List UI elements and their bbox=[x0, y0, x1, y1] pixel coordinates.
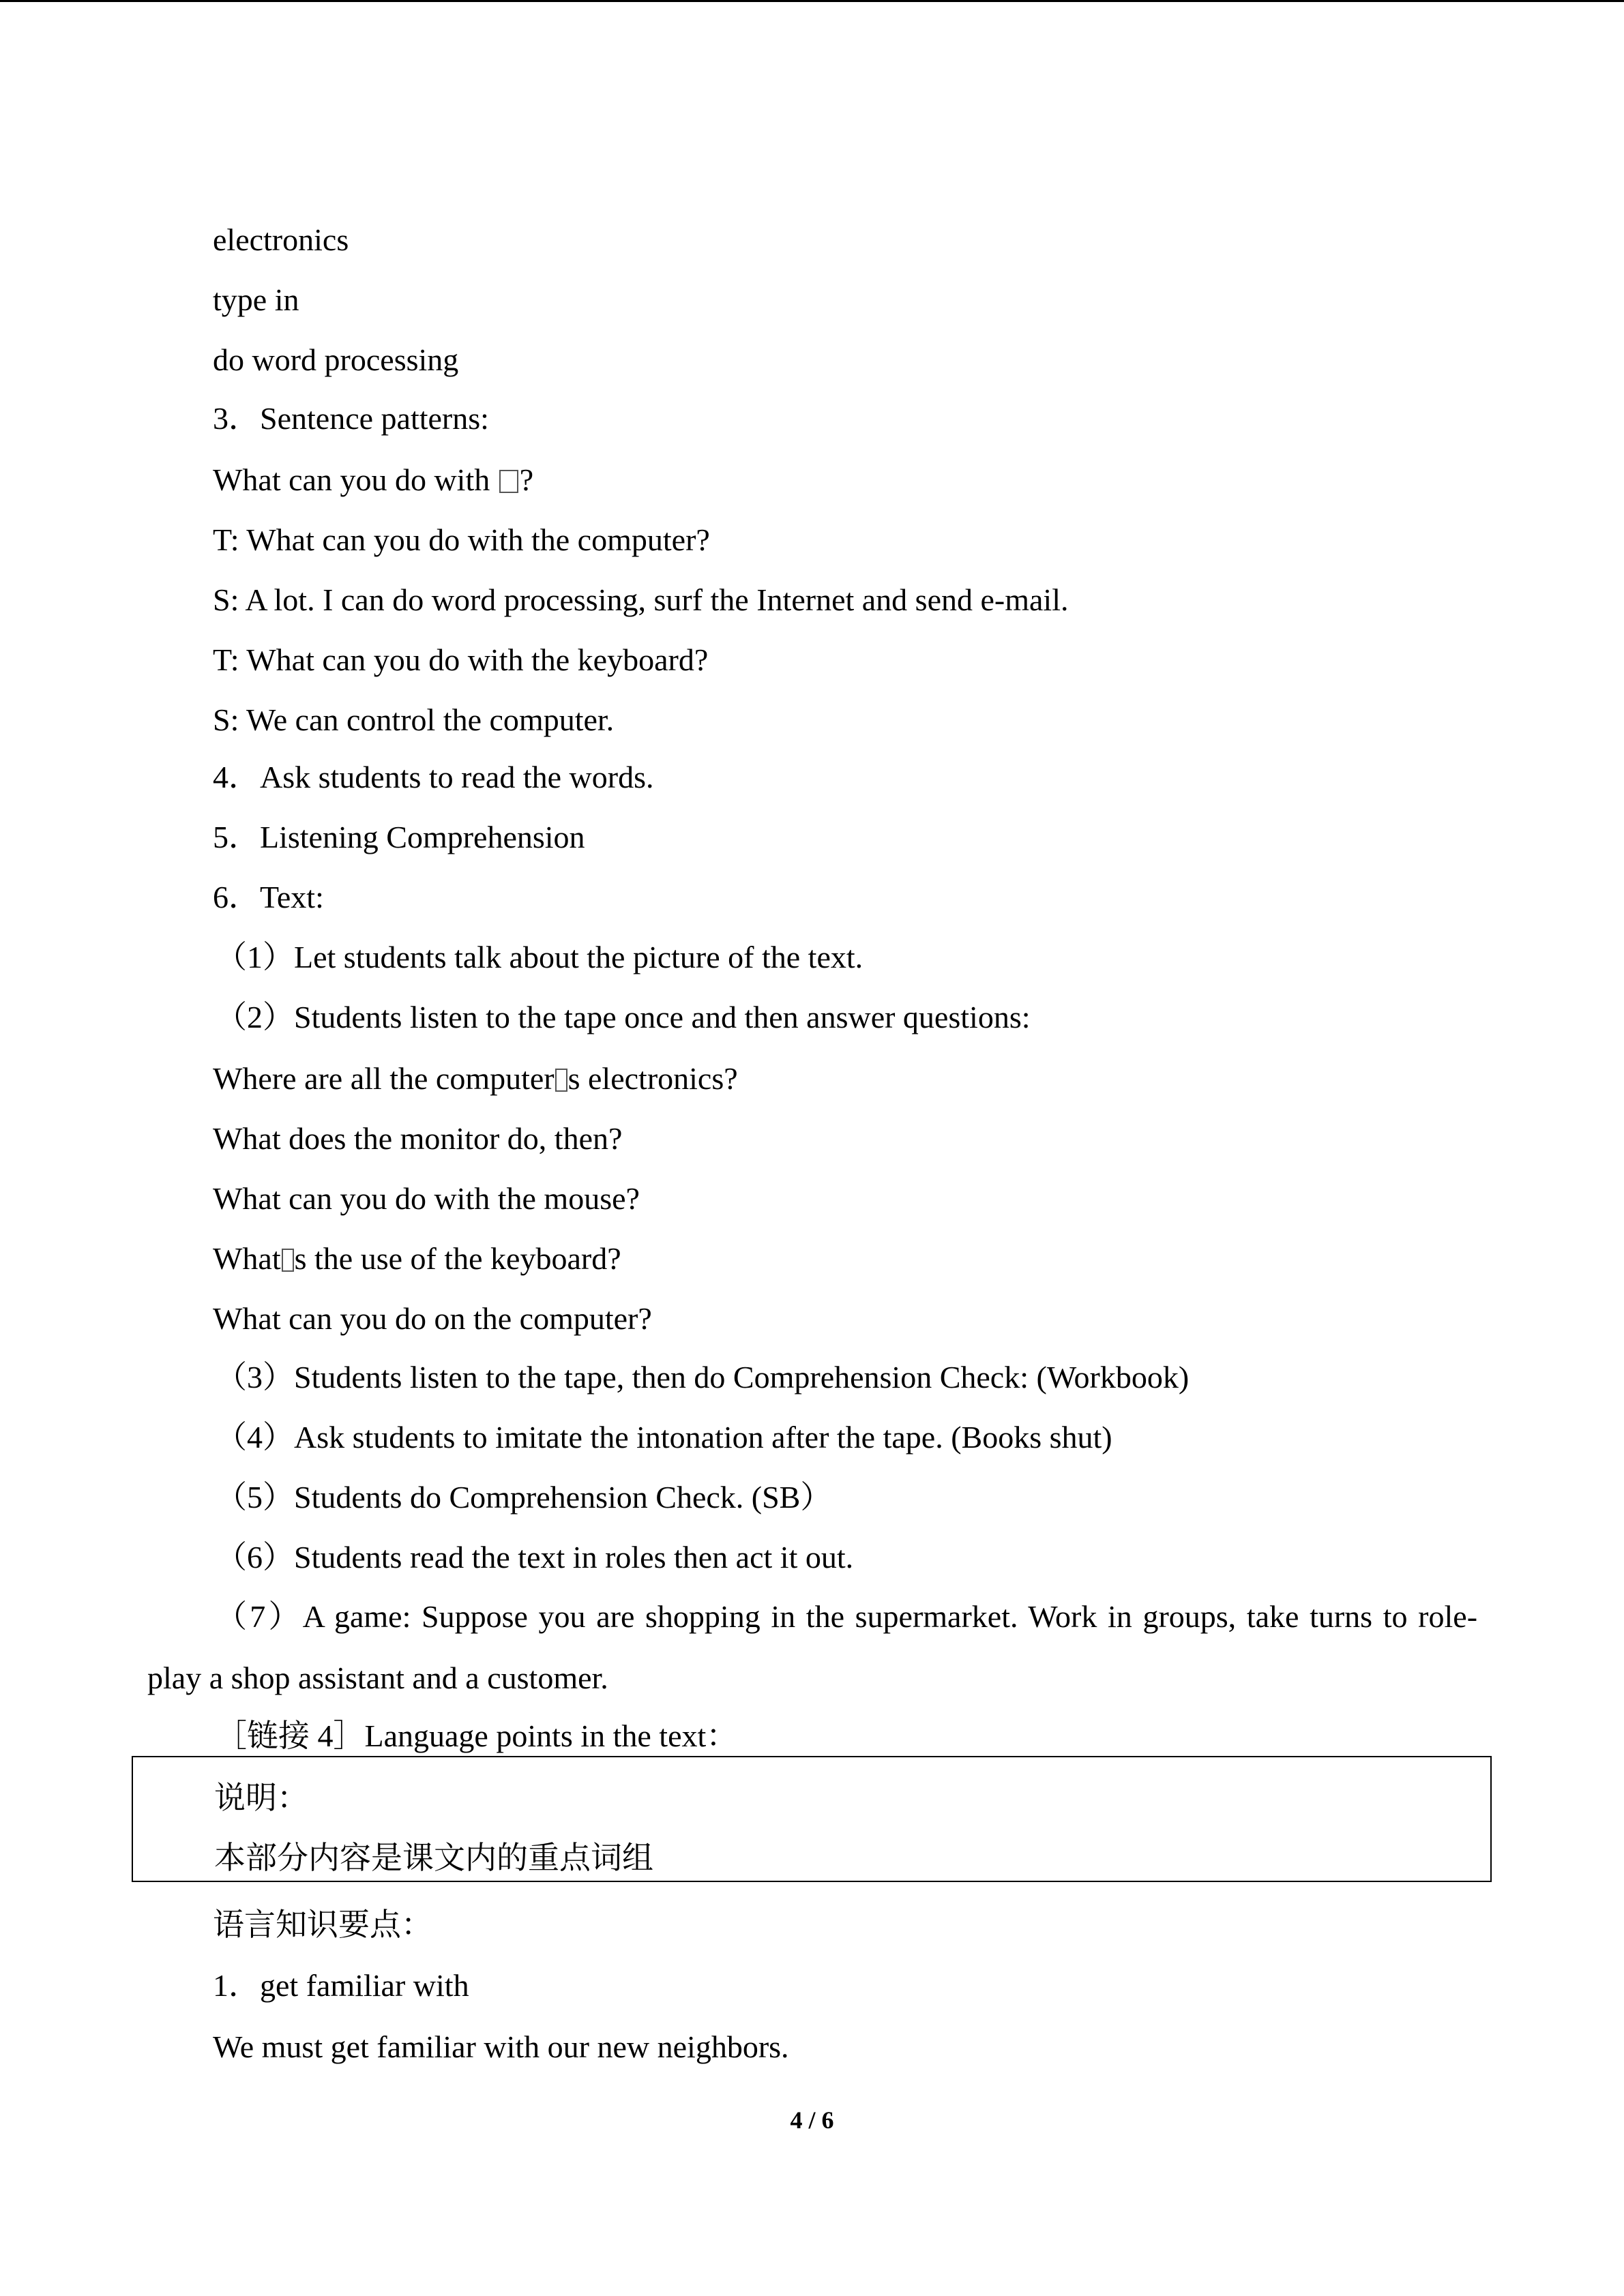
question-line: What s the use of the keyboard? bbox=[213, 1241, 621, 1276]
dialog-line: S: We can control the computer. bbox=[213, 702, 615, 737]
note-title: 说明： bbox=[214, 1780, 308, 1815]
text-item: （6）Students read the text in roles then act it out. bbox=[216, 1540, 854, 1575]
step-item: 4．Ask students to read the words. bbox=[213, 760, 654, 794]
missing-glyph-icon bbox=[555, 1069, 567, 1092]
link-heading: ［链接 4］Language points in the text： bbox=[216, 1718, 738, 1753]
text-item: （4）Ask students to imitate the intonation after the tape. (Books shut) bbox=[216, 1420, 1112, 1455]
question-line: What can you do with the mouse? bbox=[213, 1181, 640, 1216]
note-box bbox=[132, 1756, 1492, 1882]
step-item: 5．Listening Comprehension bbox=[213, 820, 585, 854]
question-line: What does the monitor do, then? bbox=[213, 1121, 623, 1156]
example-sentence: We must get familiar with our new neighbors. bbox=[213, 2029, 789, 2064]
dialog-line: T: What can you do with the computer? bbox=[213, 522, 710, 557]
missing-glyph-icon bbox=[499, 470, 518, 493]
dialog-line: T: What can you do with the keyboard? bbox=[213, 642, 709, 677]
text-item: （3）Students listen to the tape, then do Comprehension Check: (Workbook) bbox=[216, 1360, 1190, 1395]
language-point-item: 1．get familiar with bbox=[213, 1968, 469, 2003]
top-border bbox=[0, 0, 1624, 2]
dialog-line: S: A lot. I can do word processing, surf the Internet and send e-mail. bbox=[213, 582, 1069, 617]
language-points-heading: 语言知识要点： bbox=[213, 1907, 432, 1942]
question-line: What can you do on the computer? bbox=[213, 1301, 652, 1336]
text-item: （5）Students do Comprehension Check. (SB） bbox=[216, 1480, 832, 1515]
note-body: 本部分内容是课文内的重点词组 bbox=[214, 1840, 653, 1875]
step-item: 6．Text: bbox=[213, 880, 324, 914]
page-number: 4 / 6 bbox=[790, 2106, 834, 2134]
question-line: Where are all the computer s electronics? bbox=[213, 1061, 738, 1096]
sentence-patterns-heading: 3．Sentence patterns: bbox=[213, 401, 489, 436]
vocab-line: electronics bbox=[213, 222, 349, 257]
text-item: （1）Let students talk about the picture of the text. bbox=[216, 940, 863, 974]
vocab-line: do word processing bbox=[213, 342, 459, 377]
pattern-question: What can you do with ? bbox=[213, 462, 534, 497]
text-item: （2）Students listen to the tape once and then answer questions: bbox=[216, 1000, 1031, 1034]
game-paragraph: （7）A game: Suppose you are shopping in the supermarket. Work in groups, take turns to role-play a shop assistant and a customer. bbox=[147, 1599, 1478, 1695]
vocab-line: type in bbox=[213, 282, 299, 317]
missing-glyph-icon bbox=[282, 1249, 294, 1272]
